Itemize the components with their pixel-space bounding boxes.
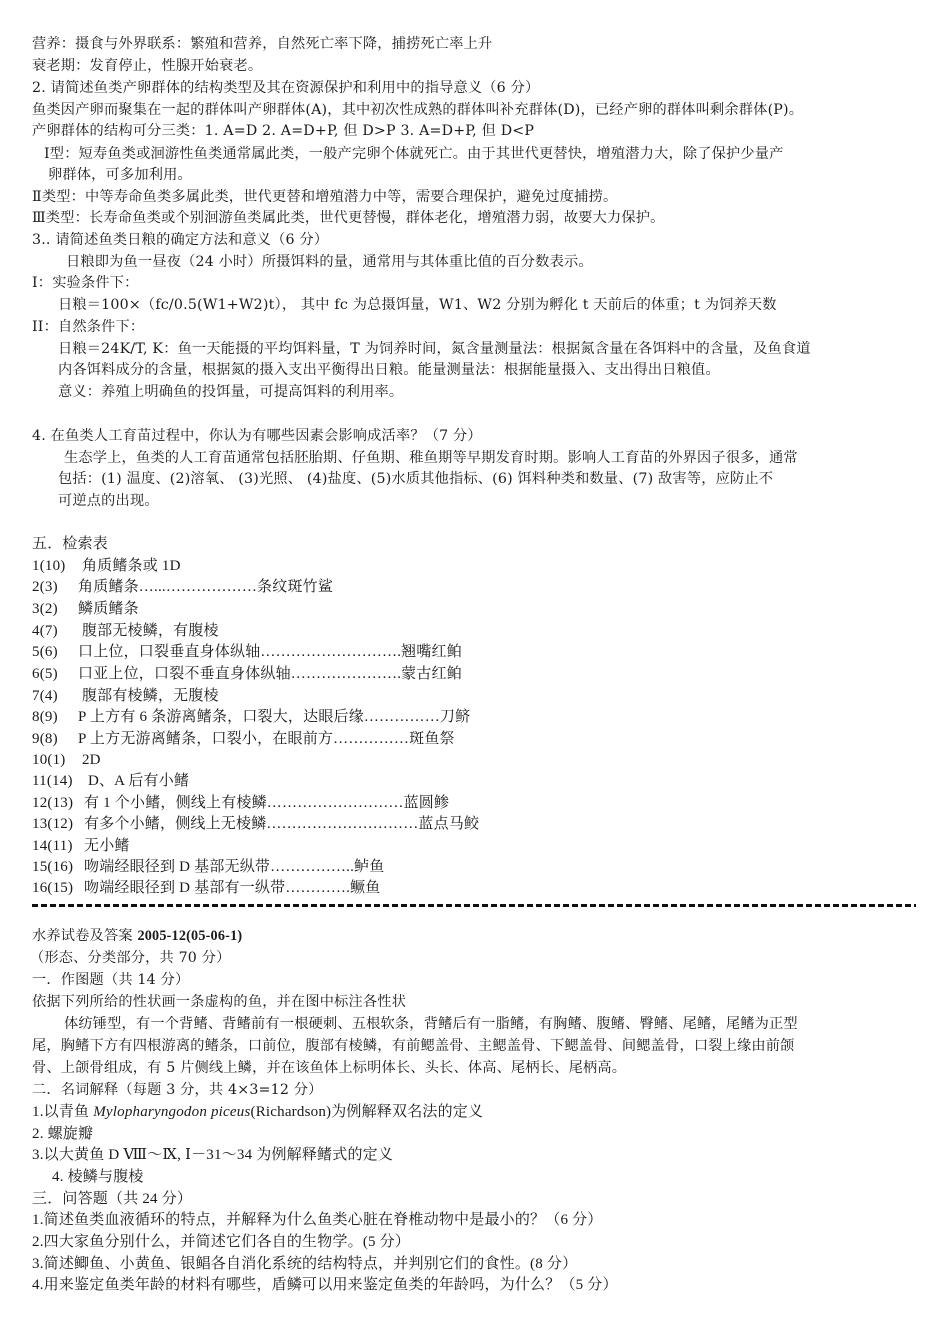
key-row [32, 814, 479, 834]
key-row-text: 口上位，口裂垂直身体纵轴……………………….翘嘴红鲌 [78, 644, 462, 660]
text-line: I：实验条件下： [32, 275, 139, 291]
key-row-text: 有 1 个小鳍，侧线上有棱鳞………………………蓝圆鲹 [84, 795, 450, 811]
question-4-heading: 4. 在鱼类人工育苗过程中，你认为有哪些因素会影响成活率？（7 分） [32, 428, 482, 444]
term-question-2: 2. 螺旋瓣 [32, 1126, 94, 1142]
text-line: 体纺锤型，有一个背鳍、背鳍前有一根硬刺、五根软条，背鳍后有一脂鳍，有胸鳍、腹鳍、臀鳍、尾鳍，尾鳍为正型 [64, 1016, 798, 1032]
key-row-num: 4(7) [32, 623, 58, 639]
text-line: 内各饵料成分的含量，根据氮的摄入支出平衡得出日粮。能量测量法：根据能量摄入、支出得出日粮值。 [58, 362, 720, 378]
text-line: 产卵群体的结构可分三类：1. A=D 2. A=D+P, 但 D>P 3. A=D+P, 但 D<P [32, 123, 535, 139]
key-row [32, 577, 333, 597]
qa-question: 1.简述鱼类血液循环的特点，并解释为什么鱼类心脏在脊椎动物中是最小的？（6 分） [32, 1212, 603, 1228]
text-line: 日粮即为鱼一昼夜（24 小时）所摄饵料的量，通常用与其体重比值的百分数表示。 [66, 254, 593, 270]
key-row-text: 无小鳍 [84, 838, 130, 854]
key-row [32, 664, 462, 684]
key-row [32, 707, 470, 727]
text-line: 骨、上颌骨组成，有 5 片侧线上鳞，并在该鱼体上标明体长、头长、体高、尾柄长、尾柄高。 [32, 1060, 627, 1076]
key-title: 五．检索表 [32, 536, 109, 552]
text-line: Ⅰ型：短寿鱼类或洄游性鱼类通常属此类，一般产完卵个体就死亡。由于其世代更替快，增殖潜力大，除了保护少量产 [44, 146, 784, 162]
term-question-1 [32, 1102, 483, 1122]
key-row-text: 有多个小鳍，侧线上无棱鳞…………………………蓝点马鲛 [84, 816, 480, 832]
term-question-4: 4. 棱鳞与腹棱 [52, 1169, 144, 1185]
qa-question: 4.用来鉴定鱼类年龄的材料有哪些，盾鳞可以用来鉴定鱼类的年龄吗，为什么？（5 分） [32, 1277, 618, 1293]
term-q1-suffix: (Richardson)为例解释双名法的定义 [250, 1104, 484, 1120]
key-row [32, 556, 181, 576]
qa-question: 2.四大家鱼分别什么，并简述它们各自的生物学。(5 分） [32, 1234, 411, 1250]
text-line: 衰老期：发育停止，性腺开始衰老。 [32, 58, 263, 74]
key-row [32, 750, 101, 770]
key-row-num: 1(10) [32, 558, 66, 574]
text-line: 卵群体，可多加利用。 [48, 167, 192, 183]
key-row-text: 腹部无棱鳞，有腹棱 [78, 623, 219, 639]
exam-title [32, 926, 242, 946]
key-row-num: 3(2) [32, 601, 58, 617]
key-row-num: 14(11) [32, 838, 73, 854]
question-2-heading: 2. 请简述鱼类产卵群体的结构类型及其在资源保护和利用中的指导意义（6 分） [32, 80, 540, 96]
key-row-num: 13(12) [32, 816, 74, 832]
text-line: Ⅱ类型：中等寿命鱼类多属此类，世代更替和增殖潜力中等，需要合理保护，避免过度捕捞。 [32, 189, 618, 205]
key-row-text: 口亚上位，口裂不垂直身体纵轴………………….蒙古红鲌 [78, 666, 462, 682]
key-row [32, 878, 380, 898]
key-row-num: 6(5) [32, 666, 58, 682]
dashed-separator [32, 904, 916, 907]
key-row [32, 771, 189, 791]
key-row-num: 2(3) [32, 579, 58, 595]
key-row-text: P 上方有 6 条游离鳍条，口裂大，达眼后缘……………刀鲚 [78, 709, 471, 725]
key-row-text: 2D [78, 752, 101, 768]
section-1-title: 一．作图题（共 14 分） [32, 972, 190, 988]
text-line: 营养：摄食与外界联系：繁殖和营养，自然死亡率下降，捕捞死亡率上升 [32, 36, 493, 52]
key-row-text: 吻端经眼径到 D 基部有一纵带………….鳜鱼 [84, 880, 381, 896]
key-row-num: 16(15) [32, 880, 74, 896]
key-row-num: 9(8) [32, 731, 58, 747]
text-line: 鱼类因产卵而聚集在一起的群体叫产卵群体(A)，其中初次性成熟的群体叫补充群体(D)，已经产卵的群体叫剩余群体(P)。 [32, 102, 804, 118]
section-1-prompt: 依据下列所给的性状画一条虚构的鱼，并在图中标注各性状 [32, 994, 407, 1010]
key-row [32, 729, 455, 749]
key-row-num: 8(9) [32, 709, 58, 725]
text-line: 尾，胸鳍下方有四根游离的鳍条，口前位，腹部有棱鳞，有前鳃盖骨、主鳃盖骨、下鳃盖骨、间鳃盖骨，口裂上缘由前颌 [32, 1038, 795, 1054]
section-3-title: 三．问答题（共 24 分） [32, 1191, 193, 1207]
key-row-text: 腹部有棱鳞，无腹棱 [78, 688, 219, 704]
key-row [32, 836, 130, 856]
key-row [32, 793, 449, 813]
latin-name: Mylopharyngodon piceus [93, 1104, 251, 1120]
text-line: II：自然条件下： [32, 319, 145, 335]
key-row-text: 吻端经眼径到 D 基部无纵带……………..鲈鱼 [84, 859, 385, 875]
key-row-num: 5(6) [32, 644, 58, 660]
key-row [32, 599, 139, 619]
term-question-3: 3.以大黄鱼 D Ⅷ～Ⅸ, Ⅰ－31～34 为例解释鳍式的定义 [32, 1147, 394, 1163]
key-row-text: D、A 后有小鳍 [84, 773, 190, 789]
key-row-text: 鳞质鳍条 [78, 601, 139, 617]
key-row [32, 642, 462, 662]
qa-question: 3.简述鲫鱼、小黄鱼、银鲳各自消化系统的结构特点，并判别它们的食性。(8 分） [32, 1256, 578, 1272]
key-row-num: 10(1) [32, 752, 66, 768]
exam-subtitle: （形态、分类部分，共 70 分） [30, 950, 231, 966]
formula-line: 日粮＝24K/T, K：鱼一天能摄的平均饵料量，T 为饲养时间，氮含量测量法：根据氮含量在各饵料中的含量，及鱼食道 [58, 341, 811, 357]
key-row [32, 621, 219, 641]
exam-title-code: 2005-12(05-06-1) [137, 928, 243, 944]
text-line: 生态学上，鱼类的人工育苗通常包括胚胎期、仔鱼期、稚鱼期等早期发育时期。影响人工育苗的外界因子很多，通常 [64, 450, 798, 466]
text-line: 可逆点的出现。 [58, 493, 159, 509]
question-3-heading: 3.. 请简述鱼类日粮的确定方法和意义（6 分） [32, 232, 329, 248]
key-row-num: 15(16) [32, 859, 74, 875]
key-row-num: 11(14) [32, 773, 73, 789]
key-row-num: 7(4) [32, 688, 58, 704]
section-2-title: 二．名词解释（每题 3 分，共 4×3=12 分） [32, 1082, 323, 1098]
text-line: 包括：(1) 温度、(2)溶氧、 (3)光照、 (4)盐度、(5)水质其他指标、(6) 饵料种类和数量、(7) 敌害等，应防止不 [58, 471, 774, 487]
text-line: 意义：养殖上明确鱼的投饵量，可提高饵料的利用率。 [58, 384, 404, 400]
key-row-text: 角质鳍条或 1D [78, 558, 181, 574]
key-row-num: 12(13) [32, 795, 74, 811]
key-row [32, 686, 219, 706]
key-row-text: P 上方无游离鳍条，口裂小，在眼前方……………斑鱼祭 [78, 731, 455, 747]
exam-title-cn: 水养试卷及答案 [32, 928, 138, 944]
term-q1-prefix: 1.以青鱼 [32, 1104, 94, 1120]
text-line: Ⅲ类型：长寿命鱼类或个别洄游鱼类属此类，世代更替慢，群体老化，增殖潜力弱，故要大力保护。 [32, 210, 665, 226]
key-row-text: 角质鳍条…...………………条纹斑竹鲨 [78, 579, 334, 595]
key-row [32, 857, 384, 877]
formula-line: 日粮＝100×（fc/0.5(W1+W2)t）， 其中 fc 为总摄饵量，W1、W2 分别为孵化 t 天前后的体重；t 为饲养天数 [58, 297, 777, 313]
